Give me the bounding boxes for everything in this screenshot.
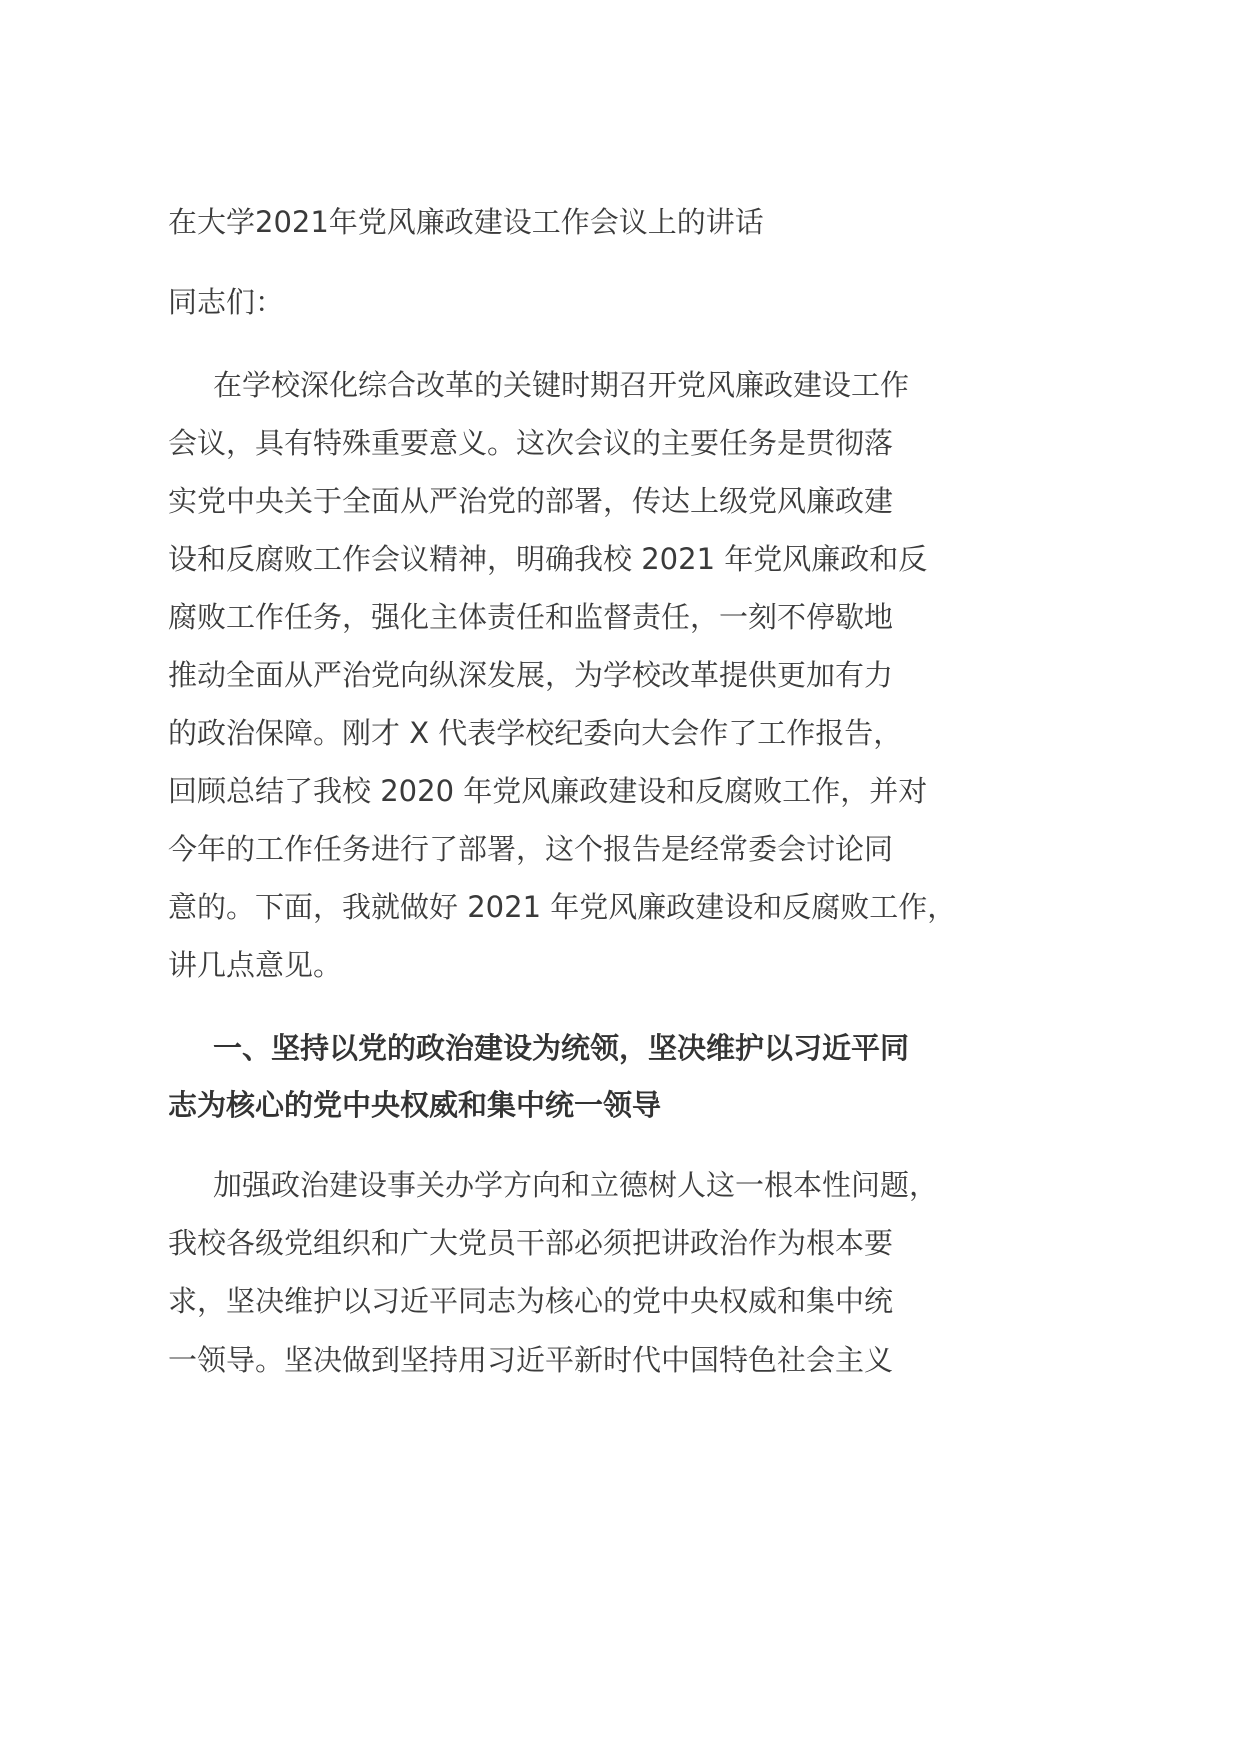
text-line: 会议，具有特殊重要意义。这次会议的主要任务是贯彻落 [168,426,894,460]
heading-line: 一、坚持以党的政治建设为统领，坚决维护以习近平同 [213,1031,910,1065]
text-line: 腐败工作任务，强化主体责任和监督责任，一刻不停歇地 [168,600,894,634]
salutation: 同志们： [168,285,285,319]
text-line: 回顾总结了我校 2020 年党风廉政建设和反腐败工作，并对 [168,774,928,808]
text-line: 加强政治建设事关办学方向和立德树人这一根本性问题， [213,1168,939,1202]
text-line: 求，坚决维护以习近平同志为核心的党中央权威和集中统 [168,1284,894,1318]
text-line: 在学校深化综合改革的关键时期召开党风廉政建设工作 [213,368,910,402]
heading-line: 志为核心的党中央权威和集中统一领导 [168,1088,662,1122]
text-line: 意的。下面，我就做好 2021 年党风廉政建设和反腐败工作， [168,890,957,924]
text-line: 推动全面从严治党向纵深发展，为学校改革提供更加有力 [168,658,894,692]
text-line: 讲几点意见。 [168,948,343,982]
text-line: 我校各级党组织和广大党员干部必须把讲政治作为根本要 [168,1226,894,1260]
document-title: 在大学2021年党风廉政建设工作会议上的讲话 [168,205,764,239]
text-line: 设和反腐败工作会议精神，明确我校 2021 年党风廉政和反 [168,542,928,576]
text-line: 一领导。坚决做到坚持用习近平新时代中国特色社会主义 [168,1343,894,1377]
text-line: 今年的工作任务进行了部署，这个报告是经常委会讨论同 [168,832,894,866]
text-line: 的政治保障。刚才 X 代表学校纪委向大会作了工作报告， [168,716,903,750]
text-line: 实党中央关于全面从严治党的部署，传达上级党风廉政建 [168,484,894,518]
